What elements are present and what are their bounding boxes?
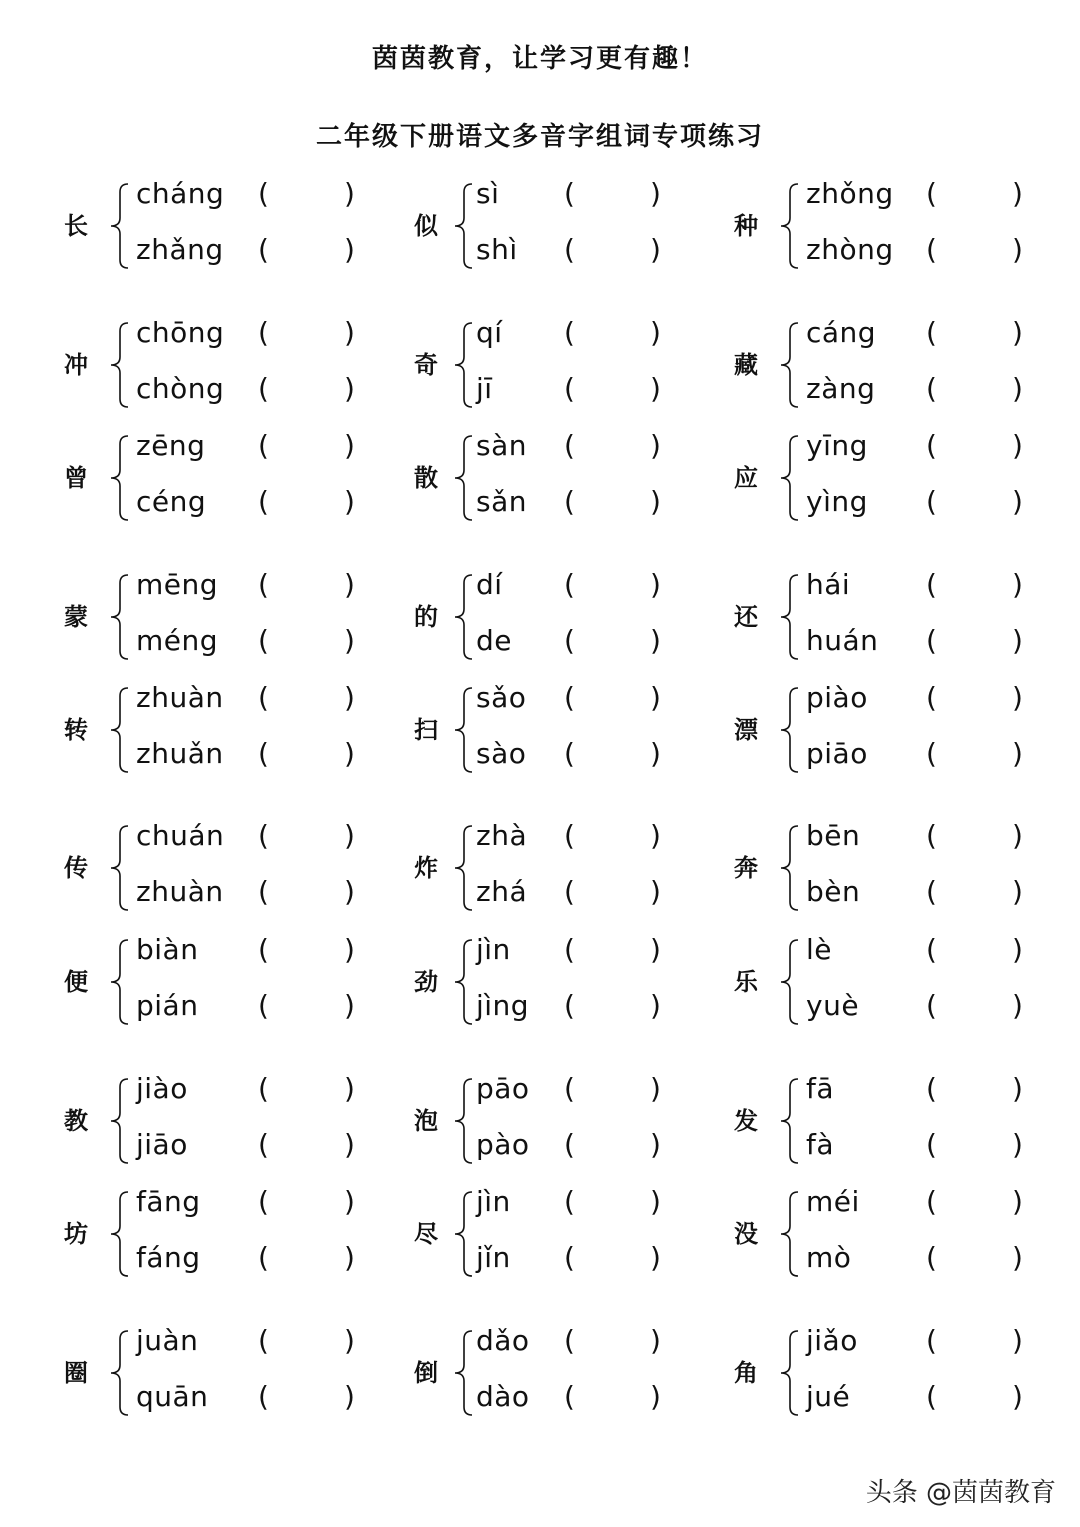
answer-blank-close-paren: ) — [1012, 624, 1023, 657]
pinyin-reading: mò — [806, 1241, 852, 1274]
answer-blank-close-paren: ) — [650, 875, 661, 908]
page-title: 二年级下册语文多音字组词专项练习 — [315, 122, 764, 152]
answer-blank-close-paren: ) — [1012, 933, 1023, 966]
polyphonic-character: 便 — [64, 967, 88, 996]
answer-blank-open-paren: ( — [564, 819, 575, 852]
answer-blank-open-paren: ( — [258, 177, 269, 210]
answer-blank-close-paren: ) — [344, 875, 355, 908]
answer-blank-close-paren: ) — [650, 429, 661, 462]
answer-blank-close-paren: ) — [1012, 1072, 1023, 1105]
brace-icon — [778, 573, 800, 661]
answer-blank-close-paren: ) — [650, 568, 661, 601]
answer-blank-open-paren: ( — [258, 1241, 269, 1274]
answer-blank-close-paren: ) — [1012, 177, 1023, 210]
answer-blank-open-paren: ( — [258, 989, 269, 1022]
answer-blank-open-paren: ( — [258, 933, 269, 966]
answer-blank[interactable] — [942, 932, 1008, 968]
answer-blank-close-paren: ) — [650, 989, 661, 1022]
answer-blank[interactable] — [942, 1184, 1008, 1220]
answer-blank[interactable] — [942, 680, 1008, 716]
answer-blank-open-paren: ( — [258, 233, 269, 266]
pinyin-reading: sì — [476, 177, 500, 210]
pinyin-reading: yīng — [806, 429, 868, 462]
polyphonic-character: 奔 — [734, 853, 758, 882]
pinyin-reading: dí — [476, 568, 503, 601]
polyphonic-character: 扫 — [414, 715, 438, 744]
answer-blank-open-paren: ( — [926, 1324, 937, 1357]
pinyin-reading: juàn — [136, 1324, 199, 1357]
answer-blank-close-paren: ) — [650, 737, 661, 770]
answer-blank-open-paren: ( — [564, 737, 575, 770]
answer-blank-open-paren: ( — [926, 233, 937, 266]
answer-blank-open-paren: ( — [258, 624, 269, 657]
watermark: 头条 @茵茵教育 — [865, 1478, 1056, 1508]
brace-icon — [778, 824, 800, 912]
answer-blank-open-paren: ( — [258, 1380, 269, 1413]
answer-blank-close-paren: ) — [1012, 233, 1023, 266]
answer-blank-open-paren: ( — [564, 1241, 575, 1274]
pinyin-reading: jiāo — [136, 1128, 188, 1161]
pinyin-reading: sǎn — [476, 485, 527, 518]
answer-blank[interactable] — [942, 1323, 1008, 1359]
answer-blank-open-paren: ( — [564, 568, 575, 601]
pinyin-reading: shì — [476, 233, 518, 266]
polyphonic-character: 冲 — [64, 350, 88, 379]
answer-blank-open-paren: ( — [258, 1185, 269, 1218]
answer-blank-open-paren: ( — [564, 624, 575, 657]
pinyin-reading: pào — [476, 1128, 530, 1161]
pinyin-reading: huán — [806, 624, 879, 657]
answer-blank-open-paren: ( — [258, 568, 269, 601]
answer-blank[interactable] — [942, 315, 1008, 351]
pinyin-reading: piào — [806, 681, 868, 714]
pinyin-reading: zàng — [806, 372, 876, 405]
pinyin-reading: pián — [136, 989, 199, 1022]
answer-blank-close-paren: ) — [650, 1072, 661, 1105]
pinyin-reading: chòng — [136, 372, 225, 405]
pinyin-reading: quān — [136, 1380, 209, 1413]
answer-blank-close-paren: ) — [344, 316, 355, 349]
pinyin-reading: chōng — [136, 316, 225, 349]
answer-blank-open-paren: ( — [926, 485, 937, 518]
answer-blank-close-paren: ) — [1012, 1324, 1023, 1357]
pinyin-reading: méi — [806, 1185, 860, 1218]
answer-blank-open-paren: ( — [258, 372, 269, 405]
answer-blank-close-paren: ) — [1012, 737, 1023, 770]
pinyin-reading: zhuàn — [136, 875, 224, 908]
answer-blank-close-paren: ) — [650, 1380, 661, 1413]
answer-blank-open-paren: ( — [258, 1324, 269, 1357]
answer-blank-close-paren: ) — [1012, 429, 1023, 462]
answer-blank-close-paren: ) — [650, 1241, 661, 1274]
answer-blank-close-paren: ) — [650, 681, 661, 714]
pinyin-reading: lè — [806, 933, 833, 966]
answer-blank-open-paren: ( — [258, 1072, 269, 1105]
answer-blank-close-paren: ) — [344, 624, 355, 657]
pinyin-reading: bēn — [806, 819, 861, 852]
answer-blank-close-paren: ) — [650, 1185, 661, 1218]
polyphonic-character: 还 — [734, 602, 758, 631]
answer-blank-close-paren: ) — [344, 429, 355, 462]
answer-blank-close-paren: ) — [344, 1241, 355, 1274]
answer-blank-open-paren: ( — [926, 624, 937, 657]
answer-blank-close-paren: ) — [650, 1128, 661, 1161]
answer-blank[interactable] — [942, 232, 1008, 268]
answer-blank-open-paren: ( — [926, 737, 937, 770]
answer-blank-close-paren: ) — [650, 316, 661, 349]
answer-blank-open-paren: ( — [564, 233, 575, 266]
answer-blank-open-paren: ( — [926, 429, 937, 462]
pinyin-reading: sǎo — [476, 681, 527, 714]
answer-blank[interactable] — [942, 874, 1008, 910]
answer-blank-open-paren: ( — [564, 1380, 575, 1413]
pinyin-reading: zēng — [136, 429, 206, 462]
answer-blank-close-paren: ) — [1012, 1128, 1023, 1161]
pinyin-reading: jǐn — [476, 1241, 511, 1274]
polyphonic-character: 蒙 — [64, 602, 88, 631]
polyphonic-group — [0, 315, 1080, 415]
pinyin-reading: fáng — [136, 1241, 201, 1274]
polyphonic-character: 坊 — [64, 1219, 88, 1248]
answer-blank-close-paren: ) — [1012, 372, 1023, 405]
answer-blank-open-paren: ( — [564, 933, 575, 966]
answer-blank[interactable] — [942, 567, 1008, 603]
answer-blank-close-paren: ) — [344, 933, 355, 966]
polyphonic-character: 没 — [734, 1219, 758, 1248]
answer-blank-open-paren: ( — [258, 429, 269, 462]
brace-icon — [778, 182, 800, 270]
polyphonic-character: 散 — [414, 463, 438, 492]
answer-blank[interactable] — [942, 623, 1008, 659]
answer-blank-close-paren: ) — [650, 372, 661, 405]
brace-icon — [778, 321, 800, 409]
answer-blank-open-paren: ( — [258, 737, 269, 770]
answer-blank-close-paren: ) — [344, 1380, 355, 1413]
polyphonic-group — [0, 818, 1080, 918]
answer-blank-close-paren: ) — [1012, 875, 1023, 908]
answer-blank-close-paren: ) — [344, 819, 355, 852]
polyphonic-character: 漂 — [734, 715, 758, 744]
answer-blank-open-paren: ( — [564, 1128, 575, 1161]
answer-blank-close-paren: ) — [650, 1324, 661, 1357]
polyphonic-group — [0, 1071, 1080, 1171]
answer-blank-close-paren: ) — [344, 485, 355, 518]
answer-blank-open-paren: ( — [926, 316, 937, 349]
answer-blank-close-paren: ) — [1012, 568, 1023, 601]
answer-blank-close-paren: ) — [650, 819, 661, 852]
polyphonic-character: 圈 — [64, 1358, 88, 1387]
answer-blank-open-paren: ( — [564, 1185, 575, 1218]
answer-blank-close-paren: ) — [1012, 1241, 1023, 1274]
polyphonic-character: 似 — [414, 211, 438, 240]
polyphonic-character: 倒 — [414, 1358, 438, 1387]
answer-blank-open-paren: ( — [926, 819, 937, 852]
answer-blank-close-paren: ) — [344, 372, 355, 405]
polyphonic-character: 传 — [64, 853, 88, 882]
pinyin-reading: zhuàn — [136, 681, 224, 714]
polyphonic-character: 泡 — [414, 1106, 438, 1135]
pinyin-reading: biàn — [136, 933, 199, 966]
brace-icon — [778, 1329, 800, 1417]
answer-blank-close-paren: ) — [1012, 989, 1023, 1022]
pinyin-reading: sàn — [476, 429, 527, 462]
answer-blank-open-paren: ( — [564, 316, 575, 349]
answer-blank-open-paren: ( — [564, 1324, 575, 1357]
pinyin-reading: jué — [806, 1380, 851, 1413]
answer-blank-open-paren: ( — [926, 933, 937, 966]
answer-blank-close-paren: ) — [1012, 681, 1023, 714]
answer-blank-close-paren: ) — [650, 933, 661, 966]
answer-blank-close-paren: ) — [1012, 316, 1023, 349]
answer-blank-open-paren: ( — [258, 875, 269, 908]
answer-blank-close-paren: ) — [1012, 1380, 1023, 1413]
answer-blank-close-paren: ) — [650, 177, 661, 210]
answer-blank-close-paren: ) — [344, 989, 355, 1022]
answer-blank[interactable] — [942, 484, 1008, 520]
polyphonic-character: 转 — [64, 715, 88, 744]
answer-blank-open-paren: ( — [258, 1128, 269, 1161]
pinyin-reading: jiào — [136, 1072, 188, 1105]
answer-blank[interactable] — [942, 736, 1008, 772]
pinyin-reading: jī — [476, 372, 493, 405]
pinyin-reading: zhǎng — [136, 233, 224, 266]
answer-blank-open-paren: ( — [564, 372, 575, 405]
answer-blank-open-paren: ( — [926, 372, 937, 405]
answer-blank-close-paren: ) — [344, 568, 355, 601]
answer-blank-open-paren: ( — [564, 177, 575, 210]
answer-blank[interactable] — [942, 428, 1008, 464]
polyphonic-character: 种 — [734, 211, 758, 240]
polyphonic-character: 的 — [414, 602, 438, 631]
pinyin-reading: zhà — [476, 819, 528, 852]
answer-blank[interactable] — [942, 818, 1008, 854]
brace-icon — [778, 434, 800, 522]
answer-blank[interactable] — [942, 1071, 1008, 1107]
polyphonic-character: 炸 — [414, 853, 438, 882]
pinyin-reading: céng — [136, 485, 207, 518]
answer-blank-open-paren: ( — [926, 1241, 937, 1274]
polyphonic-character: 奇 — [414, 350, 438, 379]
answer-blank-close-paren: ) — [650, 233, 661, 266]
answer-blank-close-paren: ) — [650, 485, 661, 518]
pinyin-reading: jìn — [476, 1185, 511, 1218]
answer-blank-close-paren: ) — [344, 177, 355, 210]
polyphonic-group — [0, 932, 1080, 1032]
answer-blank-open-paren: ( — [926, 568, 937, 601]
answer-blank[interactable] — [942, 176, 1008, 212]
polyphonic-group — [0, 1323, 1080, 1423]
answer-blank-close-paren: ) — [344, 1072, 355, 1105]
pinyin-reading: cáng — [806, 316, 877, 349]
answer-blank-close-paren: ) — [344, 233, 355, 266]
brace-icon — [778, 686, 800, 774]
answer-blank-open-paren: ( — [926, 1380, 937, 1413]
answer-blank-close-paren: ) — [344, 1128, 355, 1161]
answer-blank-open-paren: ( — [564, 681, 575, 714]
brace-icon — [778, 1077, 800, 1165]
answer-blank-close-paren: ) — [344, 681, 355, 714]
pinyin-reading: zhuǎn — [136, 737, 224, 770]
pinyin-reading: dǎo — [476, 1324, 530, 1357]
polyphonic-group — [0, 567, 1080, 667]
polyphonic-group — [0, 428, 1080, 528]
answer-blank[interactable] — [942, 1240, 1008, 1276]
pinyin-reading: yìng — [806, 485, 868, 518]
pinyin-reading: jìn — [476, 933, 511, 966]
answer-blank[interactable] — [942, 988, 1008, 1024]
answer-blank-close-paren: ) — [1012, 1185, 1023, 1218]
brace-icon — [778, 938, 800, 1026]
answer-blank-open-paren: ( — [926, 875, 937, 908]
polyphonic-character: 乐 — [734, 967, 758, 996]
answer-blank[interactable] — [942, 1127, 1008, 1163]
pinyin-reading: zhá — [476, 875, 528, 908]
answer-blank[interactable] — [942, 371, 1008, 407]
polyphonic-group — [0, 176, 1080, 276]
brand-slogan: 茵茵教育，让学习更有趣！ — [371, 44, 708, 74]
polyphonic-character: 尽 — [414, 1219, 438, 1248]
answer-blank-open-paren: ( — [926, 1185, 937, 1218]
polyphonic-group — [0, 1184, 1080, 1284]
answer-blank-close-paren: ) — [344, 1185, 355, 1218]
pinyin-reading: dào — [476, 1380, 530, 1413]
answer-blank-open-paren: ( — [564, 1072, 575, 1105]
pinyin-reading: fāng — [136, 1185, 201, 1218]
pinyin-reading: cháng — [136, 177, 225, 210]
pinyin-reading: piāo — [806, 737, 868, 770]
answer-blank-close-paren: ) — [344, 737, 355, 770]
answer-blank-open-paren: ( — [564, 485, 575, 518]
pinyin-reading: qí — [476, 316, 503, 349]
answer-blank-open-paren: ( — [564, 875, 575, 908]
pinyin-reading: chuán — [136, 819, 225, 852]
pinyin-reading: de — [476, 624, 512, 657]
polyphonic-character: 曾 — [64, 463, 88, 492]
polyphonic-character: 劲 — [414, 967, 438, 996]
polyphonic-character: 藏 — [734, 350, 758, 379]
pinyin-reading: hái — [806, 568, 851, 601]
pinyin-reading: bèn — [806, 875, 861, 908]
pinyin-reading: mēng — [136, 568, 219, 601]
polyphonic-character: 教 — [64, 1106, 88, 1135]
answer-blank-open-paren: ( — [926, 989, 937, 1022]
polyphonic-character: 长 — [64, 211, 88, 240]
answer-blank-open-paren: ( — [926, 177, 937, 210]
pinyin-reading: yuè — [806, 989, 860, 1022]
answer-blank-close-paren: ) — [1012, 819, 1023, 852]
answer-blank-open-paren: ( — [926, 1128, 937, 1161]
answer-blank-open-paren: ( — [926, 1072, 937, 1105]
answer-blank-open-paren: ( — [258, 819, 269, 852]
polyphonic-character: 发 — [734, 1106, 758, 1135]
brace-icon — [778, 1190, 800, 1278]
answer-blank-close-paren: ) — [1012, 485, 1023, 518]
polyphonic-character: 应 — [734, 463, 758, 492]
pinyin-reading: zhǒng — [806, 177, 894, 210]
polyphonic-group — [0, 680, 1080, 780]
answer-blank-close-paren: ) — [650, 624, 661, 657]
pinyin-reading: méng — [136, 624, 219, 657]
answer-blank[interactable] — [942, 1379, 1008, 1415]
pinyin-reading: fà — [806, 1128, 835, 1161]
answer-blank-open-paren: ( — [564, 989, 575, 1022]
answer-blank-open-paren: ( — [564, 429, 575, 462]
pinyin-reading: pāo — [476, 1072, 530, 1105]
pinyin-reading: jìng — [476, 989, 530, 1022]
answer-blank-open-paren: ( — [258, 316, 269, 349]
answer-blank-close-paren: ) — [344, 1324, 355, 1357]
pinyin-reading: zhòng — [806, 233, 894, 266]
answer-blank-open-paren: ( — [926, 681, 937, 714]
answer-blank-open-paren: ( — [258, 681, 269, 714]
answer-blank-open-paren: ( — [258, 485, 269, 518]
pinyin-reading: fā — [806, 1072, 835, 1105]
pinyin-reading: sào — [476, 737, 527, 770]
pinyin-reading: jiǎo — [806, 1324, 858, 1357]
polyphonic-character: 角 — [734, 1358, 758, 1387]
